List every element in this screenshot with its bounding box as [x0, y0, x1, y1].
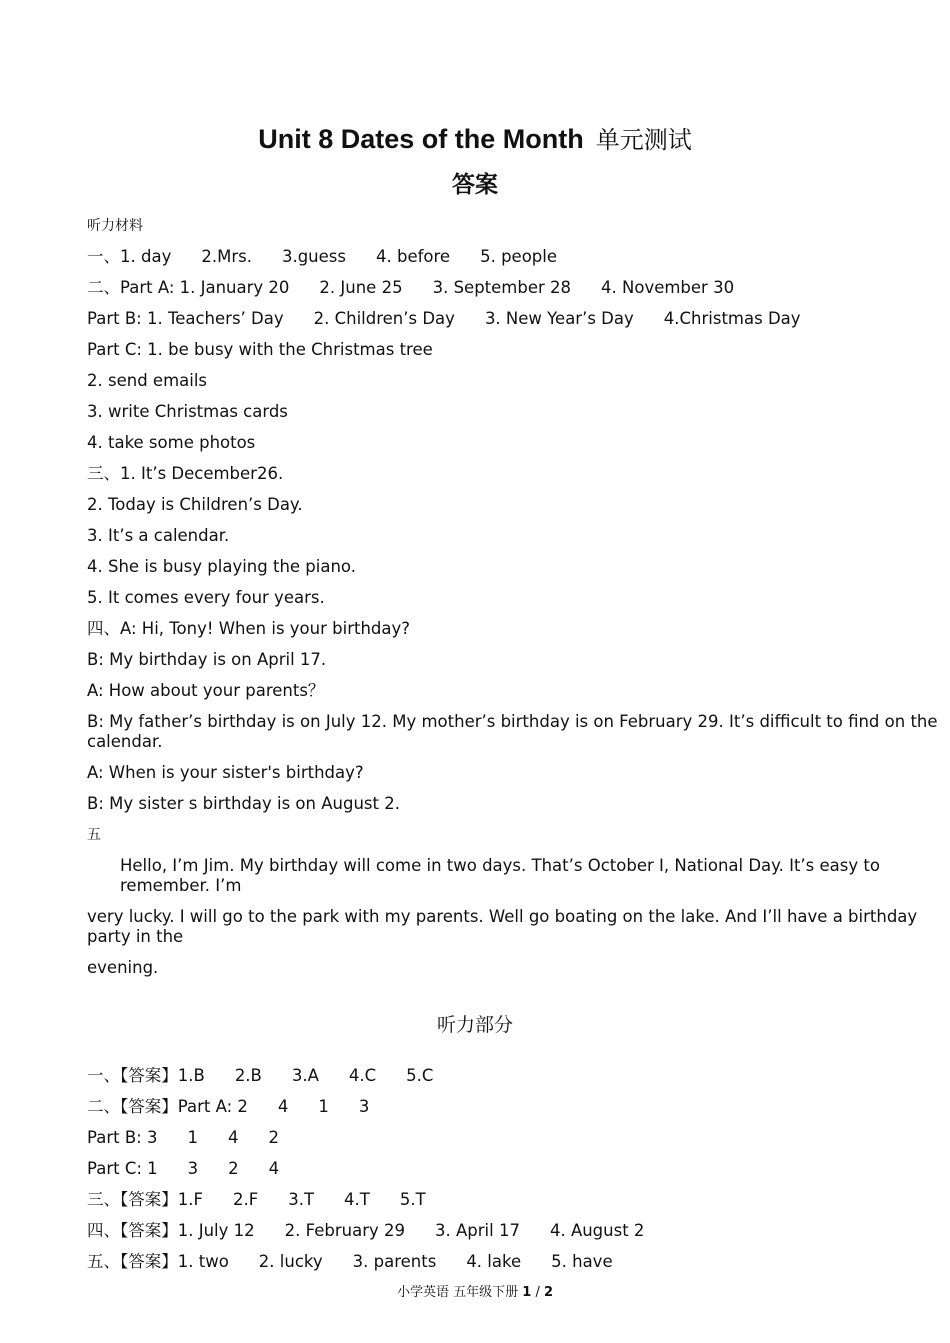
list-item: 2. Today is Children’s Day. [87, 495, 303, 514]
section-2-part-c: Part C: 1. be busy with the Christmas tree [87, 340, 433, 359]
page-subtitle: 答案 [452, 172, 498, 198]
passage-line: very lucky. I will go to the park with my parents. Well go boating on the lake. And I’ll have a birthday party in the [87, 907, 918, 946]
dialogue-line: A: When is your sister's birthday? [87, 763, 364, 782]
section-4-first: 四、A: Hi, Tony! When is your birthday? [87, 619, 411, 638]
list-item: 3. New Year’s Day [484, 309, 634, 328]
passage-line: Hello, I’m Jim. My birthday will come in two days. That’s October I, National Day. It’s easy to remember. I’m [120, 856, 880, 895]
title-english: Unit 8 Dates of the Month [258, 124, 584, 154]
list-item: 3. write Christmas cards [87, 402, 288, 421]
answer-item: 2 [228, 1159, 239, 1178]
answer-item: 3.T [288, 1190, 315, 1209]
list-item: 4. She is busy playing the piano. [87, 557, 356, 576]
answer-2-part-b: Part B: 3 1 4 2 [87, 1128, 279, 1147]
answer-item: 5. have [551, 1252, 613, 1271]
answer-item: 4.C [348, 1066, 377, 1085]
dialogue-line: A: How about your parents？ [87, 681, 325, 700]
section-1-line: 一、1. day 2.Mrs. 3.guess 4. before 5. people [87, 247, 557, 266]
section-2-part-a: 二、Part A: 1. January 20 2. June 25 3. September 28 4. November 30 [87, 278, 735, 297]
page-footer [0, 1284, 950, 1302]
dialogue-line: B: My father’s birthday is on July 12. My mother’s birthday is on February 29. It’s difficult to find on the calendar. [87, 712, 938, 751]
answer-2-part-a: 二、【答案】Part A: 2 4 1 3 [87, 1097, 370, 1116]
answer-item: 3 [187, 1159, 199, 1178]
list-item: 4. before [375, 247, 451, 266]
answer-item: 1.F [177, 1190, 203, 1209]
answer-item: 3 [146, 1128, 158, 1147]
passage-line: evening. [87, 958, 159, 977]
answer-item: 4. lake [466, 1252, 522, 1271]
answer-item: 4 [268, 1159, 280, 1178]
section-2-part-b: Part B: 1. Teachers’ Day 2. Children’s Day 3. New Year’s Day 4.Christmas Day [87, 309, 801, 328]
answer-item: 4.T [344, 1190, 370, 1209]
list-item: 1. day [120, 247, 172, 266]
list-item: 4. November 30 [601, 278, 735, 297]
list-item: 4. take some photos [87, 433, 256, 452]
answer-item: 1 [147, 1159, 158, 1178]
answer-item: 5.T [399, 1190, 426, 1209]
list-item: 4.Christmas Day [663, 309, 801, 328]
answer-item: 4. August 2 [549, 1221, 645, 1240]
answer-item: 5.C [406, 1066, 434, 1085]
page-number: 1 [522, 1285, 532, 1300]
list-item: 5. It comes every four years. [87, 588, 325, 607]
answer-section [87, 1066, 942, 1283]
footer-text: 小学英语 五年级下册 [396, 1285, 519, 1300]
answer-5-line: 五、【答案】1. two 2. lucky 3. parents 4. lake 5. have [87, 1252, 613, 1271]
answer-item: 2.B [234, 1066, 262, 1085]
list-item: 3. September 28 [432, 278, 572, 297]
list-item: 5. people [480, 247, 557, 266]
dialogue-line: B: My birthday is on April 17. [87, 650, 327, 669]
answer-item: 2. lucky [258, 1252, 323, 1271]
list-item: 1. January 20 [179, 278, 290, 297]
page-separator: / [535, 1285, 540, 1300]
list-item: 1. Teachers’ Day [146, 309, 284, 328]
section-label: 听力材料 [87, 218, 143, 234]
answer-item: 3 [358, 1097, 370, 1116]
list-item: 2. send emails [87, 371, 208, 390]
answer-item: 1. July 12 [177, 1221, 255, 1240]
answer-item: 2.F [232, 1190, 259, 1209]
page-title [0, 122, 950, 157]
answer-item: 3. April 17 [435, 1221, 520, 1240]
answer-3-line: 三、【答案】1.F 2.F 3.T 4.T 5.T [87, 1190, 426, 1209]
answer-item: 4 [277, 1097, 289, 1116]
list-item: 3. It’s a calendar. [87, 526, 230, 545]
title-chinese: 单元测试 [595, 126, 692, 154]
answer-item: 1. two [177, 1252, 229, 1271]
listening-material [87, 216, 942, 989]
list-item: 2. Children’s Day [313, 309, 455, 328]
list-item: 2.Mrs. [201, 247, 252, 266]
answer-item: 1.B [177, 1066, 205, 1085]
list-item: 2. June 25 [319, 278, 403, 297]
dialogue-line: B: My sister s birthday is on August 2. [87, 794, 400, 813]
section-3-first: 三、1. It’s December26. [87, 464, 284, 483]
answer-item: 2 [237, 1097, 248, 1116]
answer-item: 2. February 29 [284, 1221, 405, 1240]
answer-item: 4 [227, 1128, 239, 1147]
page-total: 2 [543, 1285, 554, 1300]
answer-item: 3.A [291, 1066, 319, 1085]
list-item: 3.guess [281, 247, 346, 266]
answer-item: 1 [318, 1097, 329, 1116]
answer-item: 2 [268, 1128, 279, 1147]
section-5-label: 五 [87, 827, 101, 843]
answer-item: 3. parents [352, 1252, 437, 1271]
answer-section-heading: 听力部分 [436, 1014, 513, 1036]
answer-item: 1 [187, 1128, 198, 1147]
answer-1-line: 一、【答案】1.B 2.B 3.A 4.C 5.C [87, 1066, 434, 1085]
answer-4-line: 四、【答案】1. July 12 2. February 29 3. April 17 4. August 2 [87, 1221, 645, 1240]
answer-2-part-c: Part C: 1 3 2 4 [87, 1159, 280, 1178]
